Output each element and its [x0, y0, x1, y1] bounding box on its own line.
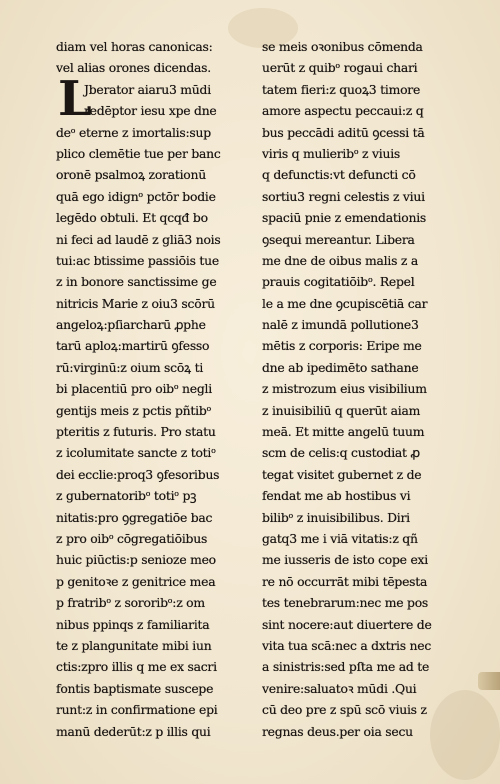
text-line: redēptor iesu xpe dne	[84, 103, 217, 119]
text-line: bi placentiū pro oibᵒ negli	[56, 381, 212, 397]
text-line: pteritis z futuris. Pro statu	[56, 424, 216, 440]
text-line: mētis z corporis: Eripe me	[262, 338, 422, 354]
text-line: scm de celis:q custodiat ꝓ	[262, 445, 420, 461]
text-line: z pro oibᵒ cōgregatiōibus	[56, 530, 208, 546]
text-line: diam vel horas canonicas:	[56, 39, 213, 54]
text-line: p genitoꝛe z genitrice mea	[56, 573, 216, 589]
text-line: rū:virginū:z oium scōꝝ ti	[56, 359, 204, 375]
text-line: quā ego idignᵒ pctōr bodie	[56, 188, 216, 204]
text-line: angeloꝝ:pſiarcharū ꝓphe	[56, 317, 206, 333]
text-line: nitricis Marie z oiu3 scōrū	[56, 295, 215, 311]
page-edge-tab	[478, 672, 500, 690]
text-line: gentijs meis z pctis pñtibᵒ	[56, 402, 212, 418]
text-line: prauis cogitatiōibᵒ. Repel	[262, 274, 415, 290]
text-line: dne ab ipedimēto sathane	[262, 359, 419, 375]
text-line: tarū aploꝝ:martirū ꝯfesso	[56, 338, 210, 354]
text-line: a sinistris:sed pſta me ad te	[262, 659, 430, 675]
text-line: cū deo pre z spū scō viuis z	[262, 702, 427, 718]
text-line: z icolumitate sancte z totiᵒ	[56, 445, 216, 461]
text-line: me dne de oibus malis z a	[262, 252, 419, 268]
text-line: se meis oꝛonibus cōmenda	[262, 39, 423, 54]
text-line: re nō occurrāt mibi tēpesta	[262, 573, 428, 589]
text-line: le a me dne ꝯcupiscētiā car	[262, 295, 428, 311]
text-line: fendat me ab hostibus vi	[262, 488, 411, 504]
text-line: meā. Et mitte angelū tuum	[262, 424, 425, 440]
text-line: dei ecclie:proq3 ꝯfesoribus	[56, 466, 220, 482]
text-line: venire:saluatoꝛ mūdi .Qui	[262, 680, 417, 696]
text-line: ꝯsequi mereantur. Libera	[262, 231, 415, 247]
text-line: fontis baptismate suscepe	[56, 680, 214, 696]
text-line: huic piūctis:p senioze meo	[56, 552, 216, 568]
text-line: bus peccādi aditū ꝯcessi tā	[262, 124, 425, 140]
text-line: manū dederūt:z p illis qui	[56, 723, 211, 739]
text-line: tatem fieri:z quoꝝ3 timore	[262, 81, 421, 97]
text-line: deᵒ eterne z imortalis:sup	[56, 124, 211, 140]
drop-cap: L	[58, 71, 92, 127]
text-line: tes tenebrarum:nec me pos	[262, 595, 429, 611]
right-text-column	[262, 36, 470, 742]
text-line: p fratribᵒ z sororibᵒ:z om	[56, 595, 205, 611]
text-line: Jberator aiaru3 mūdi	[84, 81, 211, 97]
text-line: uerūt z quibᵒ rogaui chari	[262, 60, 418, 76]
text-line: gatq3 me i viā vitatis:z qñ	[262, 530, 418, 546]
text-line: vita tua scā:nec a dxtris nec	[262, 637, 432, 653]
text-line: spaciū pnie z emendationis	[262, 210, 427, 226]
left-text-column	[56, 36, 254, 742]
text-line: viris q mulieribᵒ z viuis	[262, 145, 401, 161]
text-line: tegat visitet gubernet z de	[262, 466, 422, 482]
text-line: legēdo obtuli. Et qcqđ bo	[56, 210, 208, 226]
text-line: nitatis:pro ꝯgregatiōe bac	[56, 509, 213, 525]
text-line: z gubernatoribᵒ totiᵒ pꝫ	[56, 488, 197, 504]
text-line: me iusseris de isto cope exi	[262, 552, 428, 568]
text-line: nalē z imundā pollutione3	[262, 317, 419, 333]
text-line: plico clemētie tue per banc	[56, 145, 221, 161]
text-line: z in bonore sanctissime ge	[56, 274, 217, 290]
text-line: amore aspectu peccaui:z q	[262, 103, 424, 119]
text-line: tui:ac btissime passiōis tue	[56, 252, 219, 268]
text-line: vel alias orones dicendas.	[56, 60, 211, 76]
text-line: oronē psalmoꝝ zorationū	[56, 167, 206, 183]
text-line: regnas deus.per oia secu	[262, 723, 413, 739]
text-line: q defunctis:vt defuncti cō	[262, 167, 416, 183]
text-line: nibus ppinqs z familiarita	[56, 616, 210, 632]
text-line: z inuisibiliū q querūt aiam	[262, 402, 421, 418]
text-line: sortiu3 regni celestis z viui	[262, 188, 425, 204]
text-line: runt:z in confirmatione epi	[56, 702, 218, 718]
text-line: ni feci ad laudē z gliā3 nois	[56, 231, 221, 247]
text-line: z mistrozum eius visibilium	[262, 381, 427, 397]
text-line: sint nocere:aut diuertere de	[262, 616, 432, 632]
text-line: ctis:zpro illis q me ex sacri	[56, 659, 217, 675]
text-line: bilibᵒ z inuisibilibus. Diri	[262, 509, 410, 525]
text-line: te z plangunitate mibi iun	[56, 637, 212, 653]
